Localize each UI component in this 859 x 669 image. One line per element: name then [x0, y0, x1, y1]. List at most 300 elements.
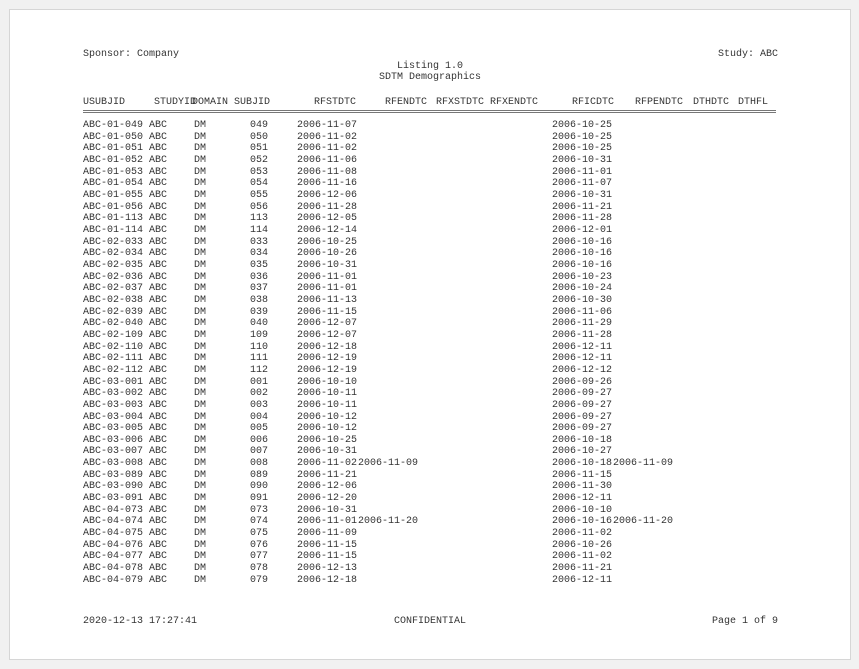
cell-usubjid: ABC-03-089 [83, 469, 144, 481]
cell-usubjid: ABC-03-004 [83, 411, 144, 423]
cell-rfstdtc: 2006-11-02 [297, 458, 358, 470]
cell-subjid: 111 [250, 353, 269, 365]
cell-rfstdtc: 2006-11-02 [297, 131, 358, 143]
cell-subjid: 036 [250, 271, 269, 283]
cell-rfstdtc: 2006-11-15 [297, 539, 358, 551]
cell-rficdtc: 2006-10-27 [552, 446, 613, 458]
table-row [10, 400, 850, 411]
cell-subjid: 039 [250, 306, 269, 318]
cell-rficdtc: 2006-12-11 [552, 493, 613, 505]
cell-domain: DM [194, 294, 207, 306]
cell-rfstdtc: 2006-11-06 [297, 154, 358, 166]
cell-domain: DM [194, 178, 207, 190]
cell-studyid: ABC [149, 294, 168, 306]
cell-rficdtc: 2006-12-11 [552, 353, 613, 365]
table-row [10, 143, 850, 154]
table-row [10, 388, 850, 399]
column-header-rfstdtc: RFSTDTC [314, 97, 357, 108]
table-row [10, 540, 850, 551]
cell-usubjid: ABC-01-114 [83, 224, 144, 236]
cell-subjid: 052 [250, 154, 269, 166]
cell-rfstdtc: 2006-12-18 [297, 574, 358, 586]
cell-subjid: 051 [250, 143, 269, 155]
table-row [10, 132, 850, 143]
cell-rfstdtc: 2006-10-12 [297, 423, 358, 435]
cell-usubjid: ABC-02-112 [83, 364, 144, 376]
cell-subjid: 005 [250, 423, 269, 435]
cell-usubjid: ABC-01-052 [83, 154, 144, 166]
cell-domain: DM [194, 551, 207, 563]
cell-studyid: ABC [149, 411, 168, 423]
cell-studyid: ABC [149, 574, 168, 586]
cell-rfstdtc: 2006-12-19 [297, 353, 358, 365]
cell-usubjid: ABC-01-049 [83, 120, 144, 131]
cell-studyid: ABC [149, 469, 168, 481]
cell-studyid: ABC [149, 399, 168, 411]
cell-domain: DM [194, 516, 207, 528]
cell-rfstdtc: 2006-10-31 [297, 504, 358, 516]
cell-rficdtc: 2006-11-30 [552, 481, 613, 493]
cell-subjid: 049 [250, 120, 269, 131]
footer-timestamp: 2020-12-13 17:27:41 [83, 616, 198, 627]
column-header-rfxendtc: RFXENDTC [490, 97, 539, 108]
cell-subjid: 114 [250, 224, 269, 236]
cell-studyid: ABC [149, 423, 168, 435]
cell-domain: DM [194, 248, 207, 260]
table-row [10, 551, 850, 562]
cell-studyid: ABC [149, 189, 168, 201]
cell-studyid: ABC [149, 283, 168, 295]
cell-domain: DM [194, 271, 207, 283]
table-row [10, 190, 850, 201]
table-row [10, 272, 850, 283]
cell-domain: DM [194, 224, 207, 236]
table-row [10, 563, 850, 574]
cell-studyid: ABC [149, 201, 168, 213]
column-header-usubjid: USUBJID [83, 97, 126, 108]
cell-usubjid: ABC-02-109 [83, 329, 144, 341]
cell-rficdtc: 2006-11-06 [552, 306, 613, 318]
cell-subjid: 054 [250, 178, 269, 190]
cell-subjid: 110 [250, 341, 269, 353]
cell-usubjid: ABC-02-034 [83, 248, 144, 260]
table-row [10, 330, 850, 341]
cell-studyid: ABC [149, 224, 168, 236]
table-row [10, 295, 850, 306]
cell-rfstdtc: 2006-11-07 [297, 120, 358, 131]
cell-rfstdtc: 2006-12-13 [297, 563, 358, 575]
cell-studyid: ABC [149, 120, 168, 131]
cell-rficdtc: 2006-10-18 [552, 434, 613, 446]
cell-rficdtc: 2006-10-25 [552, 143, 613, 155]
cell-rfpendtc: 2006-11-20 [613, 516, 674, 528]
cell-usubjid: ABC-03-091 [83, 493, 144, 505]
table-row [10, 423, 850, 434]
cell-studyid: ABC [149, 166, 168, 178]
cell-usubjid: ABC-04-076 [83, 539, 144, 551]
cell-rfstdtc: 2006-11-16 [297, 178, 358, 190]
cell-rficdtc: 2006-11-29 [552, 318, 613, 330]
cell-domain: DM [194, 364, 207, 376]
cell-rfstdtc: 2006-12-07 [297, 329, 358, 341]
cell-rficdtc: 2006-09-26 [552, 376, 613, 388]
table-row [10, 237, 850, 248]
table-row [10, 493, 850, 504]
cell-rficdtc: 2006-11-28 [552, 213, 613, 225]
cell-subjid: 002 [250, 388, 269, 400]
cell-domain: DM [194, 131, 207, 143]
table-row [10, 365, 850, 376]
cell-rfstdtc: 2006-11-01 [297, 516, 358, 528]
cell-domain: DM [194, 493, 207, 505]
cell-rfstdtc: 2006-11-01 [297, 271, 358, 283]
cell-rficdtc: 2006-09-27 [552, 423, 613, 435]
cell-rficdtc: 2006-11-21 [552, 201, 613, 213]
cell-domain: DM [194, 283, 207, 295]
cell-rficdtc: 2006-10-16 [552, 248, 613, 260]
cell-rfstdtc: 2006-10-25 [297, 434, 358, 446]
cell-studyid: ABC [149, 143, 168, 155]
cell-rfstdtc: 2006-10-10 [297, 376, 358, 388]
cell-usubjid: ABC-04-073 [83, 504, 144, 516]
cell-subjid: 053 [250, 166, 269, 178]
cell-studyid: ABC [149, 376, 168, 388]
cell-studyid: ABC [149, 539, 168, 551]
header-rule [83, 110, 776, 113]
cell-domain: DM [194, 481, 207, 493]
cell-rficdtc: 2006-11-07 [552, 178, 613, 190]
table-row [10, 481, 850, 492]
cell-domain: DM [194, 458, 207, 470]
cell-studyid: ABC [149, 516, 168, 528]
cell-usubjid: ABC-04-077 [83, 551, 144, 563]
cell-rficdtc: 2006-10-16 [552, 259, 613, 271]
cell-subjid: 112 [250, 364, 269, 376]
cell-usubjid: ABC-02-035 [83, 259, 144, 271]
cell-rfstdtc: 2006-11-15 [297, 306, 358, 318]
table-row [10, 446, 850, 457]
listing-page [9, 9, 851, 660]
cell-domain: DM [194, 411, 207, 423]
cell-rficdtc: 2006-12-01 [552, 224, 613, 236]
cell-studyid: ABC [149, 259, 168, 271]
table-row [10, 528, 850, 539]
cell-domain: DM [194, 504, 207, 516]
cell-subjid: 003 [250, 399, 269, 411]
cell-studyid: ABC [149, 434, 168, 446]
cell-rfstdtc: 2006-10-12 [297, 411, 358, 423]
cell-domain: DM [194, 189, 207, 201]
cell-usubjid: ABC-01-051 [83, 143, 144, 155]
cell-studyid: ABC [149, 178, 168, 190]
cell-rficdtc: 2006-10-18 [552, 458, 613, 470]
column-header-dthdtc: DTHDTC [693, 97, 730, 108]
cell-rficdtc: 2006-10-10 [552, 504, 613, 516]
cell-rficdtc: 2006-09-27 [552, 411, 613, 423]
table-row [10, 342, 850, 353]
cell-domain: DM [194, 434, 207, 446]
cell-domain: DM [194, 213, 207, 225]
cell-studyid: ABC [149, 341, 168, 353]
table-row [10, 470, 850, 481]
cell-subjid: 074 [250, 516, 269, 528]
cell-usubjid: ABC-02-040 [83, 318, 144, 330]
cell-rfstdtc: 2006-10-31 [297, 259, 358, 271]
sponsor-label: Sponsor: Company [83, 49, 180, 60]
cell-usubjid: ABC-03-008 [83, 458, 144, 470]
cell-rficdtc: 2006-10-25 [552, 131, 613, 143]
listing-title: SDTM Demographics [378, 72, 482, 83]
cell-studyid: ABC [149, 528, 168, 540]
cell-rfstdtc: 2006-10-31 [297, 446, 358, 458]
cell-rfendtc: 2006-11-20 [358, 516, 419, 528]
cell-usubjid: ABC-01-054 [83, 178, 144, 190]
cell-rfstdtc: 2006-12-06 [297, 481, 358, 493]
cell-rfstdtc: 2006-11-02 [297, 143, 358, 155]
cell-rficdtc: 2006-12-11 [552, 341, 613, 353]
cell-rficdtc: 2006-10-23 [552, 271, 613, 283]
cell-subjid: 089 [250, 469, 269, 481]
column-header-dthfl: DTHFL [738, 97, 769, 108]
cell-usubjid: ABC-01-050 [83, 131, 144, 143]
cell-subjid: 113 [250, 213, 269, 225]
column-header-subjid: SUBJID [234, 97, 271, 108]
cell-domain: DM [194, 539, 207, 551]
cell-studyid: ABC [149, 236, 168, 248]
cell-rfstdtc: 2006-10-26 [297, 248, 358, 260]
cell-domain: DM [194, 166, 207, 178]
cell-rfstdtc: 2006-11-09 [297, 528, 358, 540]
table-row [10, 516, 850, 527]
column-header-studyid: STUDYID [154, 97, 197, 108]
cell-rficdtc: 2006-10-16 [552, 236, 613, 248]
cell-usubjid: ABC-03-007 [83, 446, 144, 458]
cell-subjid: 075 [250, 528, 269, 540]
cell-rficdtc: 2006-11-02 [552, 528, 613, 540]
cell-domain: DM [194, 143, 207, 155]
listing-number: Listing 1.0 [396, 61, 463, 72]
cell-rficdtc: 2006-09-27 [552, 388, 613, 400]
cell-rfstdtc: 2006-12-07 [297, 318, 358, 330]
table-row [10, 458, 850, 469]
cell-usubjid: ABC-01-053 [83, 166, 144, 178]
cell-rficdtc: 2006-10-16 [552, 516, 613, 528]
cell-subjid: 038 [250, 294, 269, 306]
cell-domain: DM [194, 341, 207, 353]
cell-subjid: 079 [250, 574, 269, 586]
cell-subjid: 007 [250, 446, 269, 458]
cell-subjid: 109 [250, 329, 269, 341]
cell-rficdtc: 2006-11-28 [552, 329, 613, 341]
cell-studyid: ABC [149, 213, 168, 225]
cell-rficdtc: 2006-10-24 [552, 283, 613, 295]
cell-usubjid: ABC-03-005 [83, 423, 144, 435]
cell-subjid: 001 [250, 376, 269, 388]
cell-rficdtc: 2006-11-02 [552, 551, 613, 563]
cell-domain: DM [194, 120, 207, 131]
cell-usubjid: ABC-02-036 [83, 271, 144, 283]
cell-domain: DM [194, 388, 207, 400]
cell-rfpendtc: 2006-11-09 [613, 458, 674, 470]
column-header-rfendtc: RFENDTC [385, 97, 428, 108]
cell-subjid: 091 [250, 493, 269, 505]
cell-rfstdtc: 2006-10-25 [297, 236, 358, 248]
cell-usubjid: ABC-04-079 [83, 574, 144, 586]
cell-studyid: ABC [149, 248, 168, 260]
cell-domain: DM [194, 399, 207, 411]
cell-rfstdtc: 2006-11-15 [297, 551, 358, 563]
cell-domain: DM [194, 201, 207, 213]
cell-subjid: 037 [250, 283, 269, 295]
cell-subjid: 004 [250, 411, 269, 423]
table-row [10, 167, 850, 178]
cell-studyid: ABC [149, 446, 168, 458]
cell-rfstdtc: 2006-10-11 [297, 388, 358, 400]
cell-rfstdtc: 2006-12-14 [297, 224, 358, 236]
cell-usubjid: ABC-04-075 [83, 528, 144, 540]
cell-usubjid: ABC-01-113 [83, 213, 144, 225]
column-header-rfpendtc: RFPENDTC [635, 97, 684, 108]
cell-usubjid: ABC-02-039 [83, 306, 144, 318]
cell-usubjid: ABC-02-033 [83, 236, 144, 248]
cell-studyid: ABC [149, 504, 168, 516]
study-label: Study: ABC [717, 49, 778, 60]
table-row [10, 435, 850, 446]
cell-domain: DM [194, 329, 207, 341]
cell-usubjid: ABC-03-002 [83, 388, 144, 400]
footer-confidential: CONFIDENTIAL [393, 616, 466, 627]
table-row [10, 213, 850, 224]
cell-rficdtc: 2006-10-31 [552, 154, 613, 166]
cell-rfstdtc: 2006-11-13 [297, 294, 358, 306]
cell-studyid: ABC [149, 131, 168, 143]
cell-studyid: ABC [149, 353, 168, 365]
cell-studyid: ABC [149, 563, 168, 575]
cell-usubjid: ABC-03-001 [83, 376, 144, 388]
cell-rfstdtc: 2006-10-11 [297, 399, 358, 411]
table-row [10, 412, 850, 423]
cell-domain: DM [194, 423, 207, 435]
cell-subjid: 050 [250, 131, 269, 143]
table-row [10, 178, 850, 189]
cell-rfstdtc: 2006-12-18 [297, 341, 358, 353]
cell-studyid: ABC [149, 154, 168, 166]
cell-usubjid: ABC-03-006 [83, 434, 144, 446]
table-row [10, 318, 850, 329]
cell-studyid: ABC [149, 364, 168, 376]
table-row [10, 120, 850, 131]
cell-subjid: 008 [250, 458, 269, 470]
cell-rficdtc: 2006-10-26 [552, 539, 613, 551]
cell-usubjid: ABC-02-038 [83, 294, 144, 306]
cell-domain: DM [194, 318, 207, 330]
cell-usubjid: ABC-04-074 [83, 516, 144, 528]
cell-rfstdtc: 2006-12-19 [297, 364, 358, 376]
cell-rficdtc: 2006-11-01 [552, 166, 613, 178]
cell-domain: DM [194, 353, 207, 365]
cell-subjid: 078 [250, 563, 269, 575]
column-header-rfxstdtc: RFXSTDTC [436, 97, 485, 108]
cell-domain: DM [194, 259, 207, 271]
cell-studyid: ABC [149, 329, 168, 341]
column-header-domain: DOMAIN [192, 97, 229, 108]
table-row [10, 353, 850, 364]
cell-rficdtc: 2006-10-25 [552, 120, 613, 131]
cell-usubjid: ABC-03-090 [83, 481, 144, 493]
cell-domain: DM [194, 154, 207, 166]
cell-studyid: ABC [149, 551, 168, 563]
table-row [10, 202, 850, 213]
cell-rfendtc: 2006-11-09 [358, 458, 419, 470]
cell-rfstdtc: 2006-11-08 [297, 166, 358, 178]
cell-usubjid: ABC-02-110 [83, 341, 144, 353]
table-row [10, 377, 850, 388]
cell-rficdtc: 2006-09-27 [552, 399, 613, 411]
table-row [10, 225, 850, 236]
cell-rfstdtc: 2006-12-20 [297, 493, 358, 505]
cell-domain: DM [194, 563, 207, 575]
table-row [10, 575, 850, 586]
cell-domain: DM [194, 236, 207, 248]
cell-usubjid: ABC-03-003 [83, 399, 144, 411]
cell-studyid: ABC [149, 458, 168, 470]
table-row [10, 505, 850, 516]
cell-rfstdtc: 2006-11-28 [297, 201, 358, 213]
cell-rficdtc: 2006-10-31 [552, 189, 613, 201]
table-row [10, 155, 850, 166]
cell-studyid: ABC [149, 493, 168, 505]
cell-rfstdtc: 2006-11-01 [297, 283, 358, 295]
cell-studyid: ABC [149, 318, 168, 330]
cell-rfstdtc: 2006-12-06 [297, 189, 358, 201]
cell-rficdtc: 2006-12-12 [552, 364, 613, 376]
cell-rficdtc: 2006-11-15 [552, 469, 613, 481]
cell-rficdtc: 2006-11-21 [552, 563, 613, 575]
cell-usubjid: ABC-01-056 [83, 201, 144, 213]
column-header-rficdtc: RFICDTC [572, 97, 615, 108]
cell-usubjid: ABC-02-037 [83, 283, 144, 295]
cell-subjid: 055 [250, 189, 269, 201]
cell-rfstdtc: 2006-12-05 [297, 213, 358, 225]
cell-usubjid: ABC-04-078 [83, 563, 144, 575]
table-row [10, 307, 850, 318]
cell-studyid: ABC [149, 481, 168, 493]
cell-studyid: ABC [149, 306, 168, 318]
cell-subjid: 040 [250, 318, 269, 330]
cell-subjid: 073 [250, 504, 269, 516]
cell-domain: DM [194, 574, 207, 586]
table-row [10, 260, 850, 271]
cell-usubjid: ABC-02-111 [83, 353, 144, 365]
cell-studyid: ABC [149, 388, 168, 400]
cell-studyid: ABC [149, 271, 168, 283]
footer-page-number: Page 1 of 9 [711, 616, 778, 627]
cell-domain: DM [194, 446, 207, 458]
cell-subjid: 034 [250, 248, 269, 260]
cell-domain: DM [194, 469, 207, 481]
cell-subjid: 033 [250, 236, 269, 248]
table-row [10, 283, 850, 294]
cell-rfstdtc: 2006-11-21 [297, 469, 358, 481]
cell-subjid: 090 [250, 481, 269, 493]
cell-subjid: 076 [250, 539, 269, 551]
cell-subjid: 035 [250, 259, 269, 271]
cell-usubjid: ABC-01-055 [83, 189, 144, 201]
cell-subjid: 006 [250, 434, 269, 446]
cell-rficdtc: 2006-12-11 [552, 574, 613, 586]
cell-subjid: 056 [250, 201, 269, 213]
cell-domain: DM [194, 306, 207, 318]
